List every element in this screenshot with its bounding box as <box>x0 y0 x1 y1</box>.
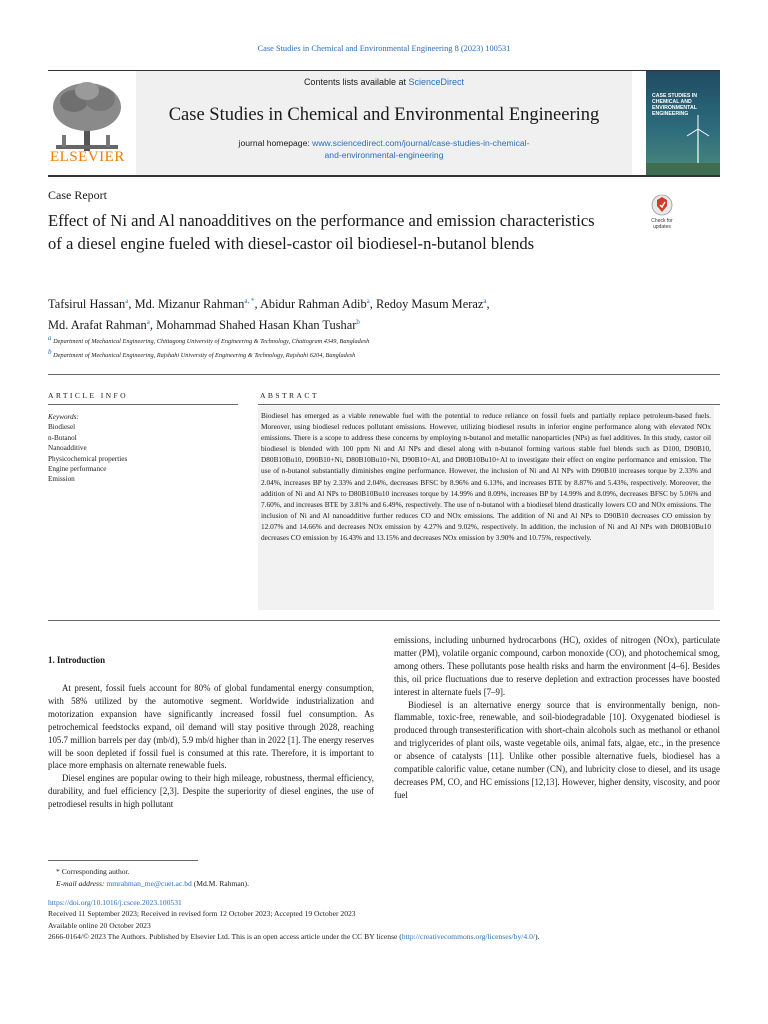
keyword: Engine performance <box>48 465 107 474</box>
intro-paragraph: Biodiesel is an alternative energy source that is environmentally benign, non-flammable, toxic-free, renewable, and soil-biodegradable [10]. Oxygenated biodiesel is produced through transesterification with short-chain alcohols such as methanol or ethanol and triglycerides of plant oils, waste vegetable oils, animal fats, algae, etc., in the presence or absence of catalysts [11]. Unlike other possible alternative fuels, biodiesel has a compatible calorific value, cetane number (CN), and lubricity close to diesel, and its usage decreases PM, CO, and HC emissions [12,13]. However, higher density, viscosity, and poor fuel <box>394 699 720 800</box>
left-column <box>48 682 374 811</box>
email-suffix: (Md.M. Rahman). <box>193 879 249 888</box>
author-affil-mark[interactable]: b <box>356 318 360 327</box>
contents-line <box>136 77 632 87</box>
author-name[interactable]: Abidur Rahman Adib <box>259 297 367 312</box>
abstract-heading: ABSTRACT <box>260 391 319 400</box>
cover-title: CASE STUDIES IN CHEMICAL AND ENVIRONMENTAL ENGINEERING <box>652 93 697 117</box>
author-name[interactable]: Tafsirul Hassan <box>48 297 126 312</box>
author-separator: , <box>128 297 135 312</box>
keyword: Biodiesel <box>48 423 76 432</box>
footnotes <box>48 866 720 890</box>
affiliation-mark: b <box>48 348 52 357</box>
keyword: Emission <box>48 475 75 484</box>
check-label-1: Check for <box>651 218 673 224</box>
author-affil-mark[interactable]: a <box>366 297 370 305</box>
keyword: Nanoadditive <box>48 444 87 453</box>
author-affil-mark[interactable]: a <box>146 318 150 327</box>
intro-paragraph: emissions, including unburned hydrocarbons (HC), oxides of nitrogen (NOx), particulate matter (PM), volatile organic compound, carbon monoxide (CO), and photochemical smog, among others. These pollutants pose health risks and harm the environment [4–6]. Besides this, oil price fluctuations due to reserve depletion and extraction processes have boosted interest in alternate fuels [7–9]. <box>394 635 720 697</box>
license-line <box>48 931 748 942</box>
author-affil-mark[interactable]: a <box>483 297 487 305</box>
author-affil-mark[interactable]: a, * <box>244 297 255 305</box>
doi-link[interactable]: https://doi.org/10.1016/j.cscee.2023.100531 <box>48 898 182 907</box>
corresponding-text: Corresponding author. <box>61 867 130 876</box>
author-name[interactable]: Mohammad Shahed Hasan Khan Tushar <box>156 318 357 333</box>
author-separator: , <box>149 318 157 333</box>
author-name[interactable]: Md. Mizanur Rahman <box>134 297 245 312</box>
contents-prefix: Contents lists available at <box>303 77 406 87</box>
received-dates: Received 11 September 2023; Received in revised form 12 October 2023; Accepted 19 October 2023 <box>48 909 356 919</box>
author-separator: , <box>486 297 490 312</box>
right-column <box>394 634 720 802</box>
author-name[interactable]: Md. Arafat Rahman <box>48 318 147 333</box>
header-divider <box>48 374 720 375</box>
affiliation-b <box>48 347 720 361</box>
email-label: E-mail address: <box>56 879 105 888</box>
check-for-updates-badge[interactable] <box>648 194 676 230</box>
affiliation-a <box>48 333 720 347</box>
article-type: Case Report <box>48 188 107 202</box>
body-divider <box>48 620 720 621</box>
abstract-text: Biodiesel has emerged as a viable renewable fuel with the potential to reduce reliance on fossil fuels and partially replace petroleum-based fuels. Moreover, using biodiesel reduces pollutant emissions. However, utilizing biodiesel results in inferior engine performance along with elevated NOx emissions. There is a scope to address these concerns by employing n-butanol and metallic nanoparticles (NPs) as fuel additives. In this study, castor oil biodiesel is blended with 100 ppm Ni and Al NPs and diesel along with n-butanol forming various stable fuel blends such as D100, D90B10, D80B10Bu10, D90B10+Ni, D80B10Bu10+Ni, D90B10+Al, and D80B10Bu10+Al to investigate their effect on engine performance and emission. The use of n-butanol substantially diminishes engine performance. However, the inclusion of Ni and Al NPs with D90B10 increases torque by 2.33% and 2.04%, increases BP by 2.33% and 2.04%, decreases BFSC by 8.96% and 6.13%, and increases BTE by 8.87% and 5.43%, respectively. Moreover, the addition of Ni and Al NPs to D80B10Bu10 increases torque by 14.99% and 8.09%, increases BP by 14.99% and 8.09%, decreases BFSC by 5.06% and 7.60%, and increases BTE by 3.81% and 6.49%, respectively. The use of n-butanol with a biodiesel blend drastically lowers CO and NOx emissions. The inclusion of Ni and Al nanoadditive further reduces CO and NOx emissions. The addition of Ni and Al NPs to D90B10 decreases CO emission by 12.07% and 14.66% and decreases NOx emission by 4.27% and 9.02%, respectively. In addition, the inclusion of Ni and Al NPs with D80B10Bu10 decreases CO emission by 16.43% and 13.15% and decreases NOx emission by 3.90% and 10.75%, respectively. <box>261 411 711 543</box>
corresponding-author-note: * Corresponding author. <box>56 867 130 876</box>
available-online: Available online 20 October 2023 <box>48 920 151 930</box>
article-info-heading: ARTICLE INFO <box>48 391 129 400</box>
journal-cover-thumbnail[interactable] <box>646 71 720 175</box>
author-separator: , <box>254 297 260 312</box>
affiliation-mark: a <box>48 334 52 342</box>
affiliation-text: Department of Mechanical Engineering, Rajshahi University of Engineering & Technology, Rajshahi 6204, Bangladesh <box>53 352 356 360</box>
abstract-divider <box>258 404 720 405</box>
keywords-block <box>48 412 238 485</box>
license-suffix: ). <box>534 932 540 942</box>
footnote-divider <box>48 860 198 861</box>
homepage-link-line2[interactable]: and-environmental-engineering <box>324 150 444 160</box>
email-link[interactable]: mmrahman_me@cuet.ac.bd <box>106 879 192 888</box>
check-for-updates-icon <box>651 194 673 216</box>
license-prefix: 2666-0164/© 2023 The Authors. Published by Elsevier Ltd. This is an open access article under the CC BY license ( <box>48 932 402 942</box>
intro-paragraph: At present, fossil fuels account for 80% of global fundamental energy consumption, with 58% utilized by the automotive segment. Worldwide industrialization and motorization expansion have significantly increased fossil fuel consumption. As petrochemical feedstocks expand, oil demand will stay positive through 2028, reaching 105.7 million barrels per day (mb/d), 5.9 mb/d higher than in 2022 [1]. The energy reserves will be soon depleted if fossil fuel is consumed at this rate. Therefore, it is important to place more emphasis on alternate renewable fuels. <box>48 683 374 771</box>
masthead-center <box>136 71 632 175</box>
info-divider <box>48 404 238 405</box>
affiliations <box>48 333 720 361</box>
author-name[interactable]: Redoy Masum Meraz <box>375 297 484 312</box>
keyword: Physicochemical properties <box>48 454 128 463</box>
homepage-prefix: journal homepage: <box>238 138 310 148</box>
author-affil-mark[interactable]: a <box>125 297 129 305</box>
sciencedirect-link[interactable]: ScienceDirect <box>408 77 465 87</box>
article-history <box>48 897 748 943</box>
check-label-2: updates <box>653 224 671 230</box>
intro-paragraph: Diesel engines are popular owing to their high mileage, robustness, thermal efficiency, durability, and fuel efficiency [2,3]. Despite the superiority of diesel engines, the use of petrodiesel results in high pollutant <box>48 773 374 810</box>
running-head[interactable]: Case Studies in Chemical and Environmental Engineering 8 (2023) 100531 <box>257 44 511 53</box>
email-note <box>48 878 720 890</box>
author-list <box>48 292 720 334</box>
paper-title: Effect of Ni and Al nanoadditives on the performance and emission characteristics of a diesel engine fueled with diesel-castor oil biodiesel-n-butanol blends <box>48 211 595 253</box>
journal-masthead <box>48 70 720 177</box>
journal-title: Case Studies in Chemical and Environmental Engineering <box>168 105 600 125</box>
abstract-box <box>258 406 714 610</box>
section-heading-introduction: 1. Introduction <box>48 655 106 665</box>
author-separator: , <box>369 297 376 312</box>
elsevier-wordmark: ELSEVIER <box>50 149 125 165</box>
wind-turbine-icon <box>646 71 720 175</box>
homepage-link-line1[interactable]: www.sciencedirect.com/journal/case-studies-in-chemical- <box>312 138 530 148</box>
license-link[interactable]: http://creativecommons.org/licenses/by/4.0/ <box>401 932 535 942</box>
keyword: n-Butanol <box>48 433 77 442</box>
journal-homepage <box>136 137 632 161</box>
keywords-label: Keywords: <box>48 413 79 421</box>
affiliation-text: Department of Mechanical Engineering, Chittagong University of Engineering & Technology, Chattogram 4349, Bangladesh <box>53 338 370 346</box>
